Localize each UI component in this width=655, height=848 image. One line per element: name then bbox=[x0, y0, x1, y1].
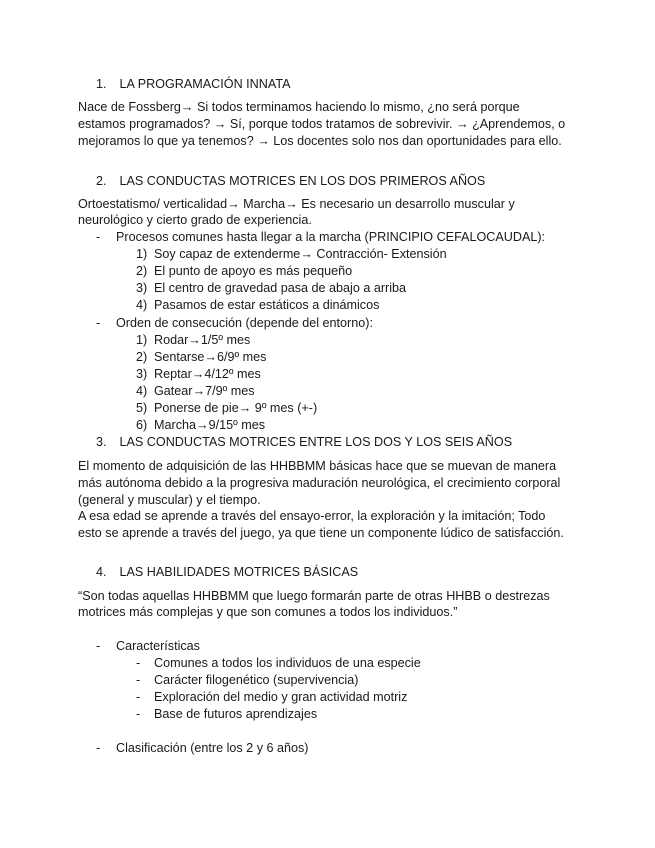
bullet-dash: - bbox=[96, 230, 101, 244]
paragraph-line: estamos programados? → Sí, porque todos tratamos de sobrevivir. → ¿Aprendemos, o bbox=[78, 117, 566, 131]
paragraph-line: más autónoma debido a la progresiva maduración neurológica, el crecimiento corporal bbox=[78, 476, 561, 490]
paragraph-line: Ortoestatismo/ verticalidad→ Marcha→ Es necesario un desarrollo muscular y bbox=[78, 197, 515, 211]
quote-line: motrices más complejas y que son comunes a todos los individuos.” bbox=[78, 605, 458, 619]
list-number: 4) bbox=[136, 384, 148, 398]
paragraph-line: mejoramos lo que ya tenemos? → Los docentes solo nos dan oportunidades para ello. bbox=[78, 134, 562, 148]
paragraph-line: esto se aprende a través del juego, ya que tiene un componente lúdico de satisfacción. bbox=[78, 526, 564, 540]
list-number: 1) bbox=[136, 333, 148, 347]
sub-bullet-dash: - bbox=[136, 656, 141, 670]
sub-bullet-dash: - bbox=[136, 673, 141, 687]
sub-bullet-dash: - bbox=[136, 690, 141, 704]
list-number: 3) bbox=[136, 367, 148, 381]
list-item: Reptar→4/12º mes bbox=[154, 367, 261, 381]
bullet-text: Clasificación (entre los 2 y 6 años) bbox=[116, 741, 309, 755]
list-number: 1) bbox=[136, 247, 148, 261]
list-item: El punto de apoyo es más pequeño bbox=[154, 264, 353, 278]
section-title: LAS HABILIDADES MOTRICES BÁSICAS bbox=[119, 565, 359, 579]
section-heading-3 bbox=[96, 435, 512, 449]
list-number: 4) bbox=[136, 298, 148, 312]
section-number: 4. bbox=[96, 565, 107, 579]
section-heading-4 bbox=[96, 565, 358, 579]
paragraph-line: El momento de adquisición de las HHBBMM básicas hace que se muevan de manera bbox=[78, 459, 557, 473]
section-number: 2. bbox=[96, 174, 107, 188]
section-heading-1 bbox=[96, 77, 290, 91]
bullet-dash: - bbox=[96, 639, 101, 653]
bullet-dash: - bbox=[96, 741, 101, 755]
list-number: 2) bbox=[136, 350, 148, 364]
list-item: Carácter filogenético (supervivencia) bbox=[154, 673, 359, 687]
list-item: Sentarse→6/9º mes bbox=[154, 350, 267, 364]
bullet-dash: - bbox=[96, 316, 101, 330]
list-item: Pasamos de estar estáticos a dinámicos bbox=[154, 298, 380, 312]
section-title: LA PROGRAMACIÓN INNATA bbox=[119, 77, 291, 91]
paragraph-line: Nace de Fossberg→ Si todos terminamos haciendo lo mismo, ¿no será porque bbox=[78, 100, 520, 114]
quote-line: “Son todas aquellas HHBBMM que luego formarán parte de otras HHBB o destrezas bbox=[78, 589, 550, 603]
section-title: LAS CONDUCTAS MOTRICES EN LOS DOS PRIMEROS AÑOS bbox=[119, 174, 486, 188]
section-number: 1. bbox=[96, 77, 107, 91]
paragraph-line: A esa edad se aprende a través del ensayo-error, la exploración y la imitación; Todo bbox=[78, 509, 546, 523]
list-item: Exploración del medio y gran actividad motriz bbox=[154, 690, 408, 704]
list-item: El centro de gravedad pasa de abajo a arriba bbox=[154, 281, 407, 295]
list-item: Ponerse de pie→ 9º mes (+-) bbox=[154, 401, 318, 415]
list-number: 5) bbox=[136, 401, 148, 415]
list-number: 2) bbox=[136, 264, 148, 278]
list-item: Gatear→7/9º mes bbox=[154, 384, 255, 398]
bullet-text: Procesos comunes hasta llegar a la marcha (PRINCIPIO CEFALOCAUDAL): bbox=[116, 230, 546, 244]
list-item: Base de futuros aprendizajes bbox=[154, 707, 318, 721]
list-item: Comunes a todos los individuos de una especie bbox=[154, 656, 421, 670]
sub-bullet-dash: - bbox=[136, 707, 141, 721]
paragraph-line: neurológico y cierto grado de experiencia. bbox=[78, 213, 312, 227]
list-item: Marcha→9/15º mes bbox=[154, 418, 265, 432]
list-number: 3) bbox=[136, 281, 148, 295]
list-item: Soy capaz de extenderme→ Contracción- Extensión bbox=[154, 247, 447, 261]
section-title: LAS CONDUCTAS MOTRICES ENTRE LOS DOS Y LOS SEIS AÑOS bbox=[119, 435, 513, 449]
section-heading-2 bbox=[96, 174, 485, 188]
list-item: Rodar→1/5º mes bbox=[154, 333, 251, 347]
bullet-text: Orden de consecución (depende del entorno): bbox=[116, 316, 373, 330]
list-number: 6) bbox=[136, 418, 148, 432]
bullet-text: Características bbox=[116, 639, 200, 653]
paragraph-line: (general y muscular) y el tiempo. bbox=[78, 493, 261, 507]
section-number: 3. bbox=[96, 435, 107, 449]
